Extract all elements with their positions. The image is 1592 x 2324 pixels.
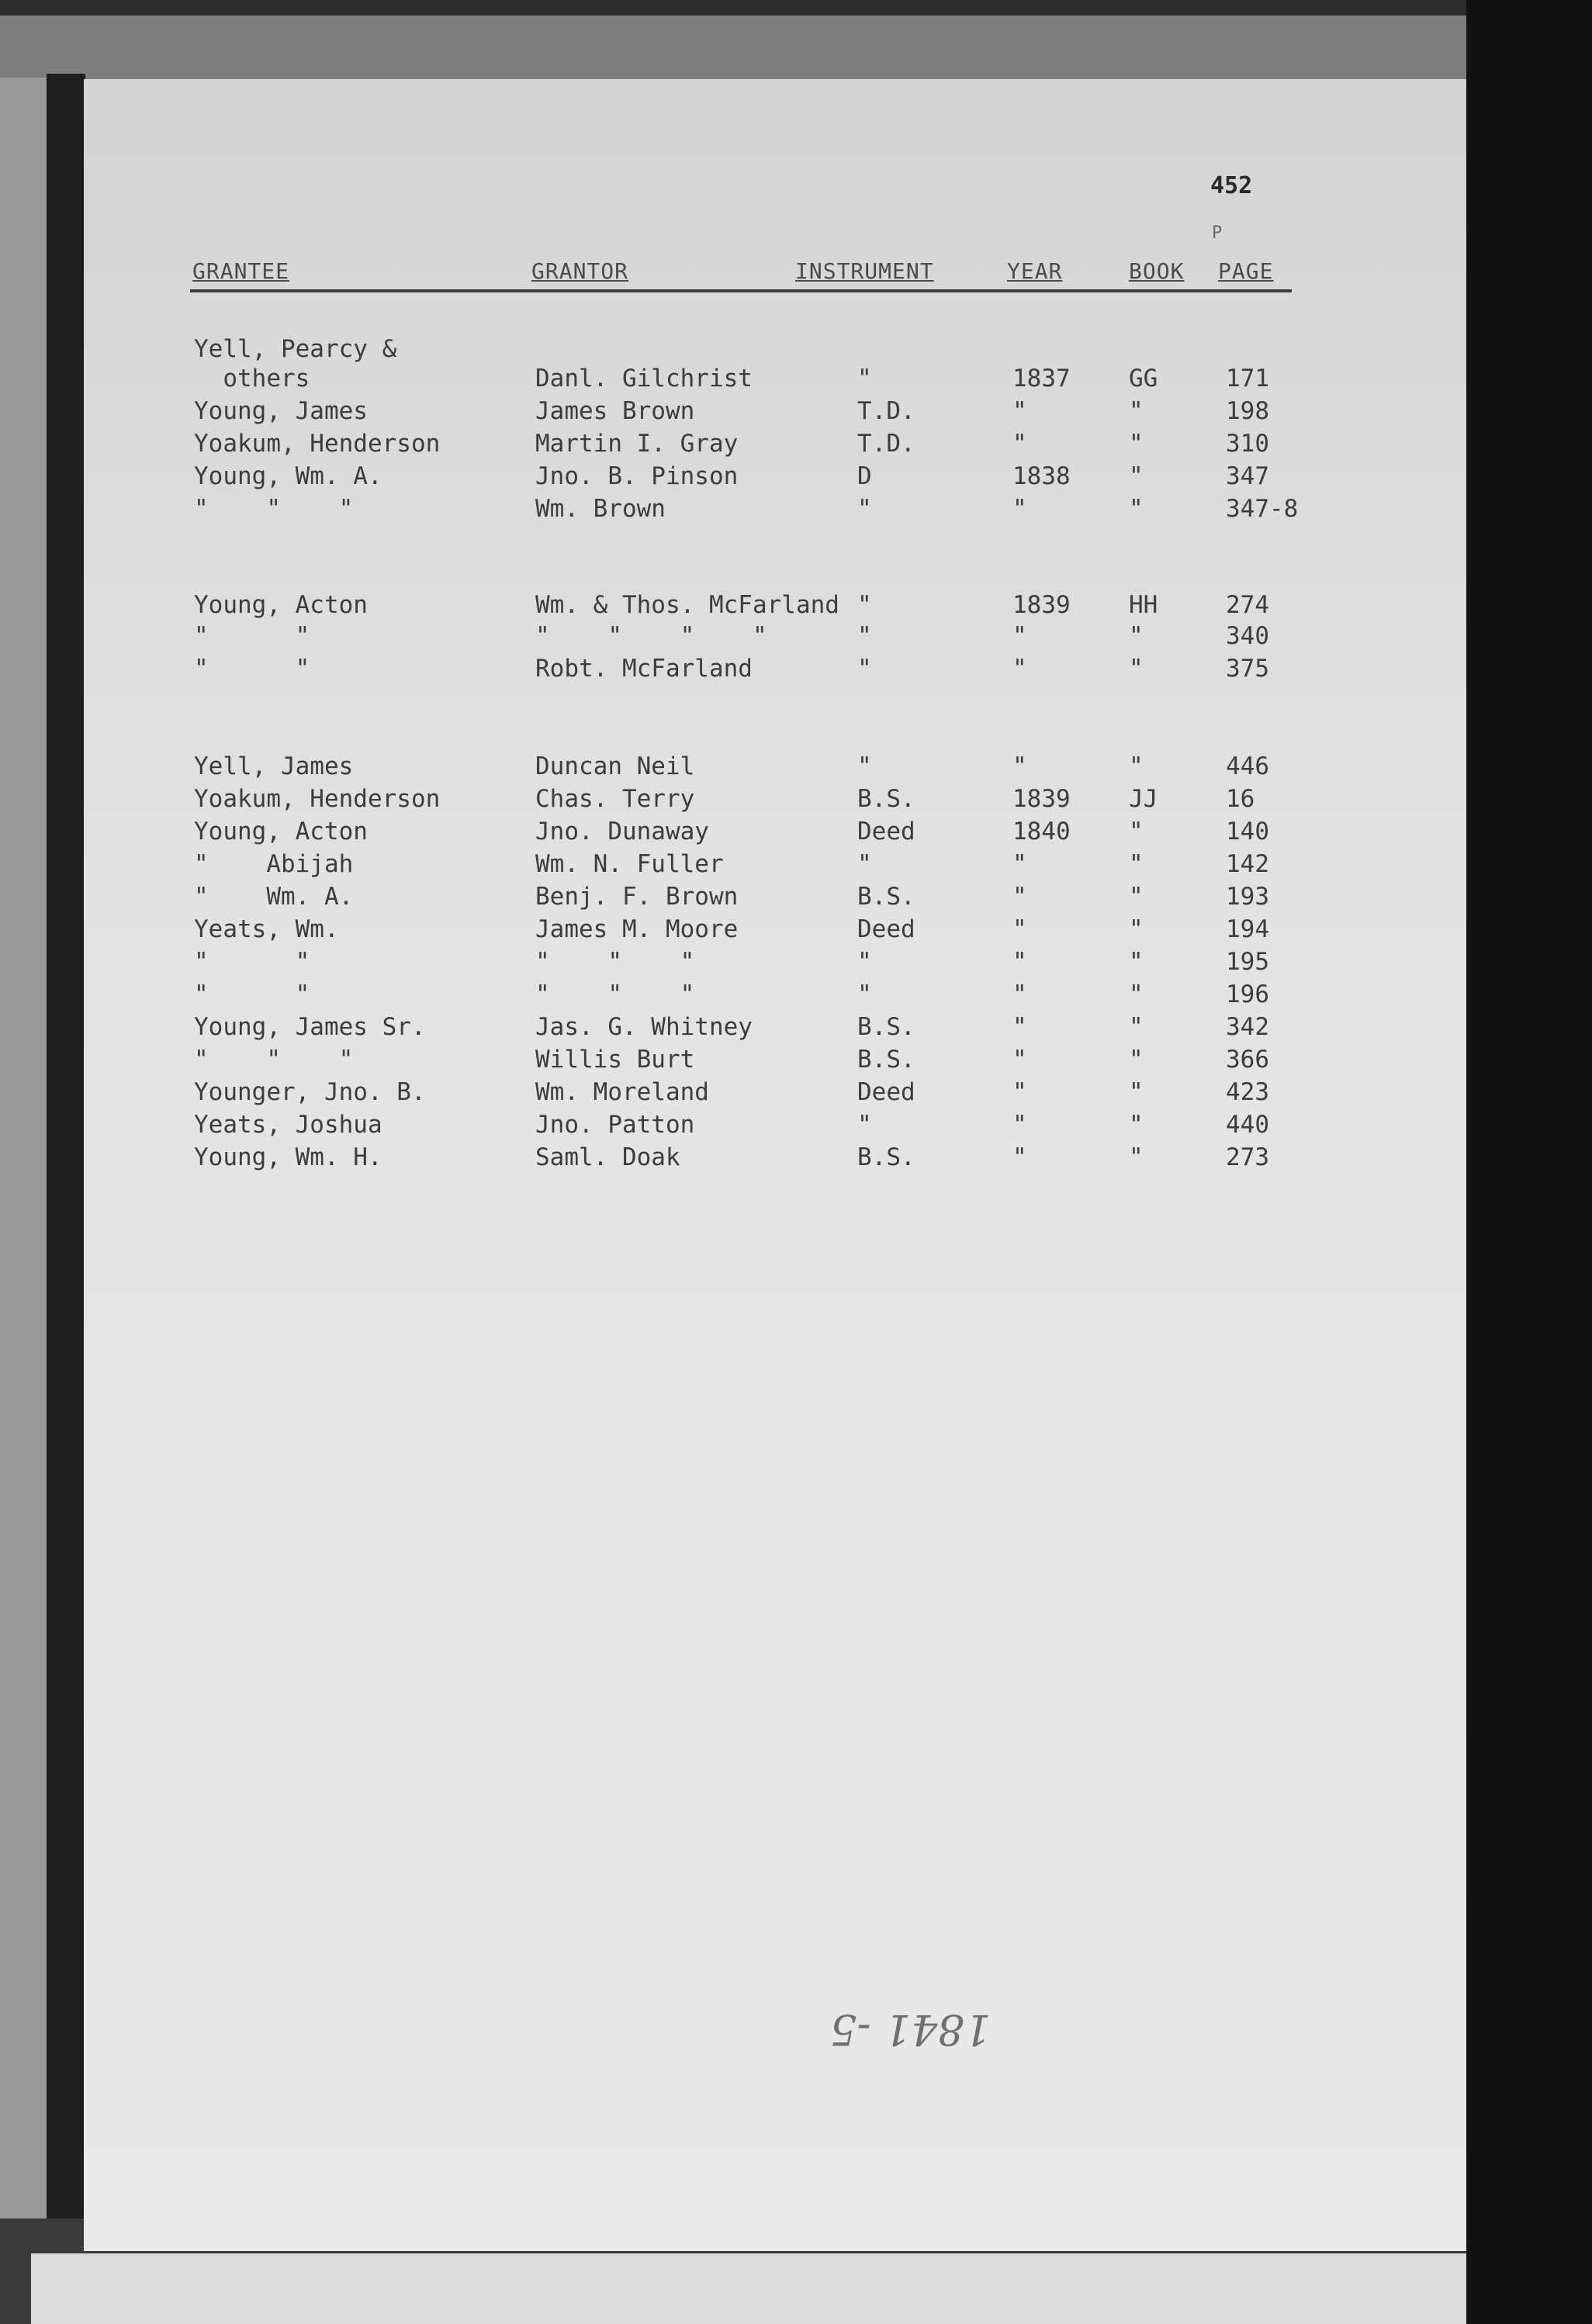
cell-book: " xyxy=(1129,462,1144,490)
cell-grantee: Yoakum, Henderson xyxy=(194,430,441,458)
cell-year: " xyxy=(1012,1013,1027,1041)
cell-instrument: " xyxy=(857,495,872,523)
cell-grantee: " " xyxy=(194,980,310,1008)
cell-instrument: B.S. xyxy=(857,1046,915,1074)
cell-page: 171 xyxy=(1226,365,1269,393)
cell-grantee: Young, Acton xyxy=(194,818,368,846)
cell-year: " xyxy=(1012,948,1027,976)
cell-instrument: " xyxy=(857,752,872,780)
cell-page: 440 xyxy=(1226,1111,1269,1139)
cell-grantor: James Brown xyxy=(535,397,695,425)
cell-instrument: B.S. xyxy=(857,785,915,813)
cell-grantor: Danl. Gilchrist xyxy=(535,365,753,393)
cell-page: 273 xyxy=(1226,1143,1269,1171)
cell-grantee: " " " xyxy=(194,1046,354,1074)
cell-grantee: Young, James xyxy=(194,397,368,425)
cell-instrument: Deed xyxy=(857,915,915,943)
film-top-edge xyxy=(0,0,1592,16)
cell-grantor: Duncan Neil xyxy=(535,752,695,780)
cell-book: " xyxy=(1129,1143,1144,1171)
cell-grantee: Younger, Jno. B. xyxy=(194,1078,426,1106)
cell-grantee: others xyxy=(194,365,310,393)
cell-grantor: Willis Burt xyxy=(535,1046,695,1074)
cell-instrument: " xyxy=(857,655,872,683)
cell-year: " xyxy=(1012,883,1027,911)
cell-book: " xyxy=(1129,1013,1144,1041)
cell-page: 366 xyxy=(1226,1046,1269,1074)
cell-page: 340 xyxy=(1226,622,1269,650)
cell-book: " xyxy=(1129,495,1144,523)
film-bottom-strip xyxy=(31,2253,1466,2324)
page-mark: P xyxy=(1212,223,1223,243)
cell-year: 1839 xyxy=(1012,785,1071,813)
cell-page: 142 xyxy=(1226,850,1269,878)
cell-book: " xyxy=(1129,850,1144,878)
cell-grantee: " " xyxy=(194,622,310,650)
cell-year: 1840 xyxy=(1012,818,1071,846)
header-rule xyxy=(190,289,1292,292)
cell-grantor: Robt. McFarland xyxy=(535,655,753,683)
cell-grantor: Jno. B. Pinson xyxy=(535,462,739,490)
cell-instrument: D xyxy=(857,462,872,490)
cell-year: " xyxy=(1012,495,1027,523)
cell-instrument: B.S. xyxy=(857,883,915,911)
cell-book: " xyxy=(1129,1046,1144,1074)
cell-book: GG xyxy=(1129,365,1158,393)
cell-grantor: Chas. Terry xyxy=(535,785,695,813)
cell-instrument: " xyxy=(857,948,872,976)
cell-grantee: Young, Acton xyxy=(194,591,368,619)
cell-instrument: T.D. xyxy=(857,397,915,425)
header-book: BOOK xyxy=(1129,258,1185,284)
cell-instrument: Deed xyxy=(857,1078,915,1106)
cell-page: 347-8 xyxy=(1226,495,1299,523)
cell-book: " xyxy=(1129,948,1144,976)
header-instrument: INSTRUMENT xyxy=(795,258,934,284)
cell-book: HH xyxy=(1129,591,1158,619)
cell-year: " xyxy=(1012,1078,1027,1106)
cell-book: JJ xyxy=(1129,785,1158,813)
cell-grantor: Jno. Patton xyxy=(535,1111,695,1139)
cell-instrument: " xyxy=(857,850,872,878)
cell-book: " xyxy=(1129,622,1144,650)
film-left-strip xyxy=(0,78,47,2324)
cell-page: 140 xyxy=(1226,818,1269,846)
page-binding-edge xyxy=(47,74,85,2284)
cell-year: " xyxy=(1012,1143,1027,1171)
cell-grantee: Yoakum, Henderson xyxy=(194,785,441,813)
cell-grantor: " " " xyxy=(535,948,695,976)
cell-grantee: Yeats, Wm. xyxy=(194,915,339,943)
cell-year: " xyxy=(1012,915,1027,943)
cell-grantor: Martin I. Gray xyxy=(535,430,739,458)
cell-grantor: James M. Moore xyxy=(535,915,739,943)
cell-instrument: T.D. xyxy=(857,430,915,458)
cell-page: 274 xyxy=(1226,591,1269,619)
cell-book: " xyxy=(1129,655,1144,683)
cell-instrument: " xyxy=(857,1111,872,1139)
cell-page: 193 xyxy=(1226,883,1269,911)
cell-grantee: " " " xyxy=(194,495,354,523)
cell-grantee: " Wm. A. xyxy=(194,883,354,911)
cell-page: 198 xyxy=(1226,397,1269,425)
cell-page: 423 xyxy=(1226,1078,1269,1106)
cell-year: " xyxy=(1012,430,1027,458)
header-grantor: GRANTOR xyxy=(531,258,629,284)
cell-year: " xyxy=(1012,655,1027,683)
handwritten-note: 1841 -5 xyxy=(830,2005,992,2054)
cell-page: 446 xyxy=(1226,752,1269,780)
cell-grantor: Saml. Doak xyxy=(535,1143,680,1171)
cell-page: 196 xyxy=(1226,980,1269,1008)
cell-year: 1839 xyxy=(1012,591,1071,619)
cell-grantee: " " xyxy=(194,948,310,976)
cell-grantee: Young, James Sr. xyxy=(194,1013,426,1041)
cell-grantee: Yell, James xyxy=(194,752,354,780)
cell-page: 195 xyxy=(1226,948,1269,976)
cell-year: 1837 xyxy=(1012,365,1071,393)
cell-grantee: " Abijah xyxy=(194,850,354,878)
cell-book: " xyxy=(1129,1111,1144,1139)
cell-instrument: " xyxy=(857,365,872,393)
cell-year: " xyxy=(1012,752,1027,780)
cell-grantee: " " xyxy=(194,655,310,683)
cell-year: 1838 xyxy=(1012,462,1071,490)
cell-grantee: Young, Wm. A. xyxy=(194,462,382,490)
header-page: PAGE xyxy=(1218,258,1274,284)
cell-instrument: " xyxy=(857,980,872,1008)
cell-instrument: Deed xyxy=(857,818,915,846)
cell-grantee: Young, Wm. H. xyxy=(194,1143,382,1171)
cell-page: 310 xyxy=(1226,430,1269,458)
cell-instrument: B.S. xyxy=(857,1013,915,1041)
cell-year: " xyxy=(1012,850,1027,878)
cell-grantee: Yell, Pearcy & xyxy=(194,335,397,363)
cell-grantor: Wm. Moreland xyxy=(535,1078,709,1106)
cell-book: " xyxy=(1129,980,1144,1008)
cell-page: 342 xyxy=(1226,1013,1269,1041)
cell-page: 375 xyxy=(1226,655,1269,683)
cell-book: " xyxy=(1129,883,1144,911)
cell-grantor: " " " " xyxy=(535,622,767,650)
header-grantee: GRANTEE xyxy=(192,258,290,284)
cell-instrument: B.S. xyxy=(857,1143,915,1171)
cell-grantor: Benj. F. Brown xyxy=(535,883,739,911)
cell-year: " xyxy=(1012,1046,1027,1074)
cell-grantor: Wm. Brown xyxy=(535,495,666,523)
cell-book: " xyxy=(1129,915,1144,943)
cell-page: 194 xyxy=(1226,915,1269,943)
cell-grantor: Wm. N. Fuller xyxy=(535,850,724,878)
cell-book: " xyxy=(1129,430,1144,458)
cell-page: 347 xyxy=(1226,462,1269,490)
cell-instrument: " xyxy=(857,622,872,650)
cell-book: " xyxy=(1129,397,1144,425)
cell-grantor: " " " xyxy=(535,980,695,1008)
cell-year: " xyxy=(1012,622,1027,650)
cell-grantor: Wm. & Thos. McFarland xyxy=(535,591,839,619)
cell-grantor: Jno. Dunaway xyxy=(535,818,709,846)
cell-year: " xyxy=(1012,397,1027,425)
cell-instrument: " xyxy=(857,591,872,619)
cell-year: " xyxy=(1012,980,1027,1008)
cell-book: " xyxy=(1129,752,1144,780)
page-number: 452 xyxy=(1210,172,1253,199)
cell-year: " xyxy=(1012,1111,1027,1139)
header-year: YEAR xyxy=(1007,258,1063,284)
cell-book: " xyxy=(1129,818,1144,846)
film-right-edge xyxy=(1466,0,1592,2324)
cell-book: " xyxy=(1129,1078,1144,1106)
cell-page: 16 xyxy=(1226,785,1255,813)
cell-grantor: Jas. G. Whitney xyxy=(535,1013,753,1041)
cell-grantee: Yeats, Joshua xyxy=(194,1111,382,1139)
